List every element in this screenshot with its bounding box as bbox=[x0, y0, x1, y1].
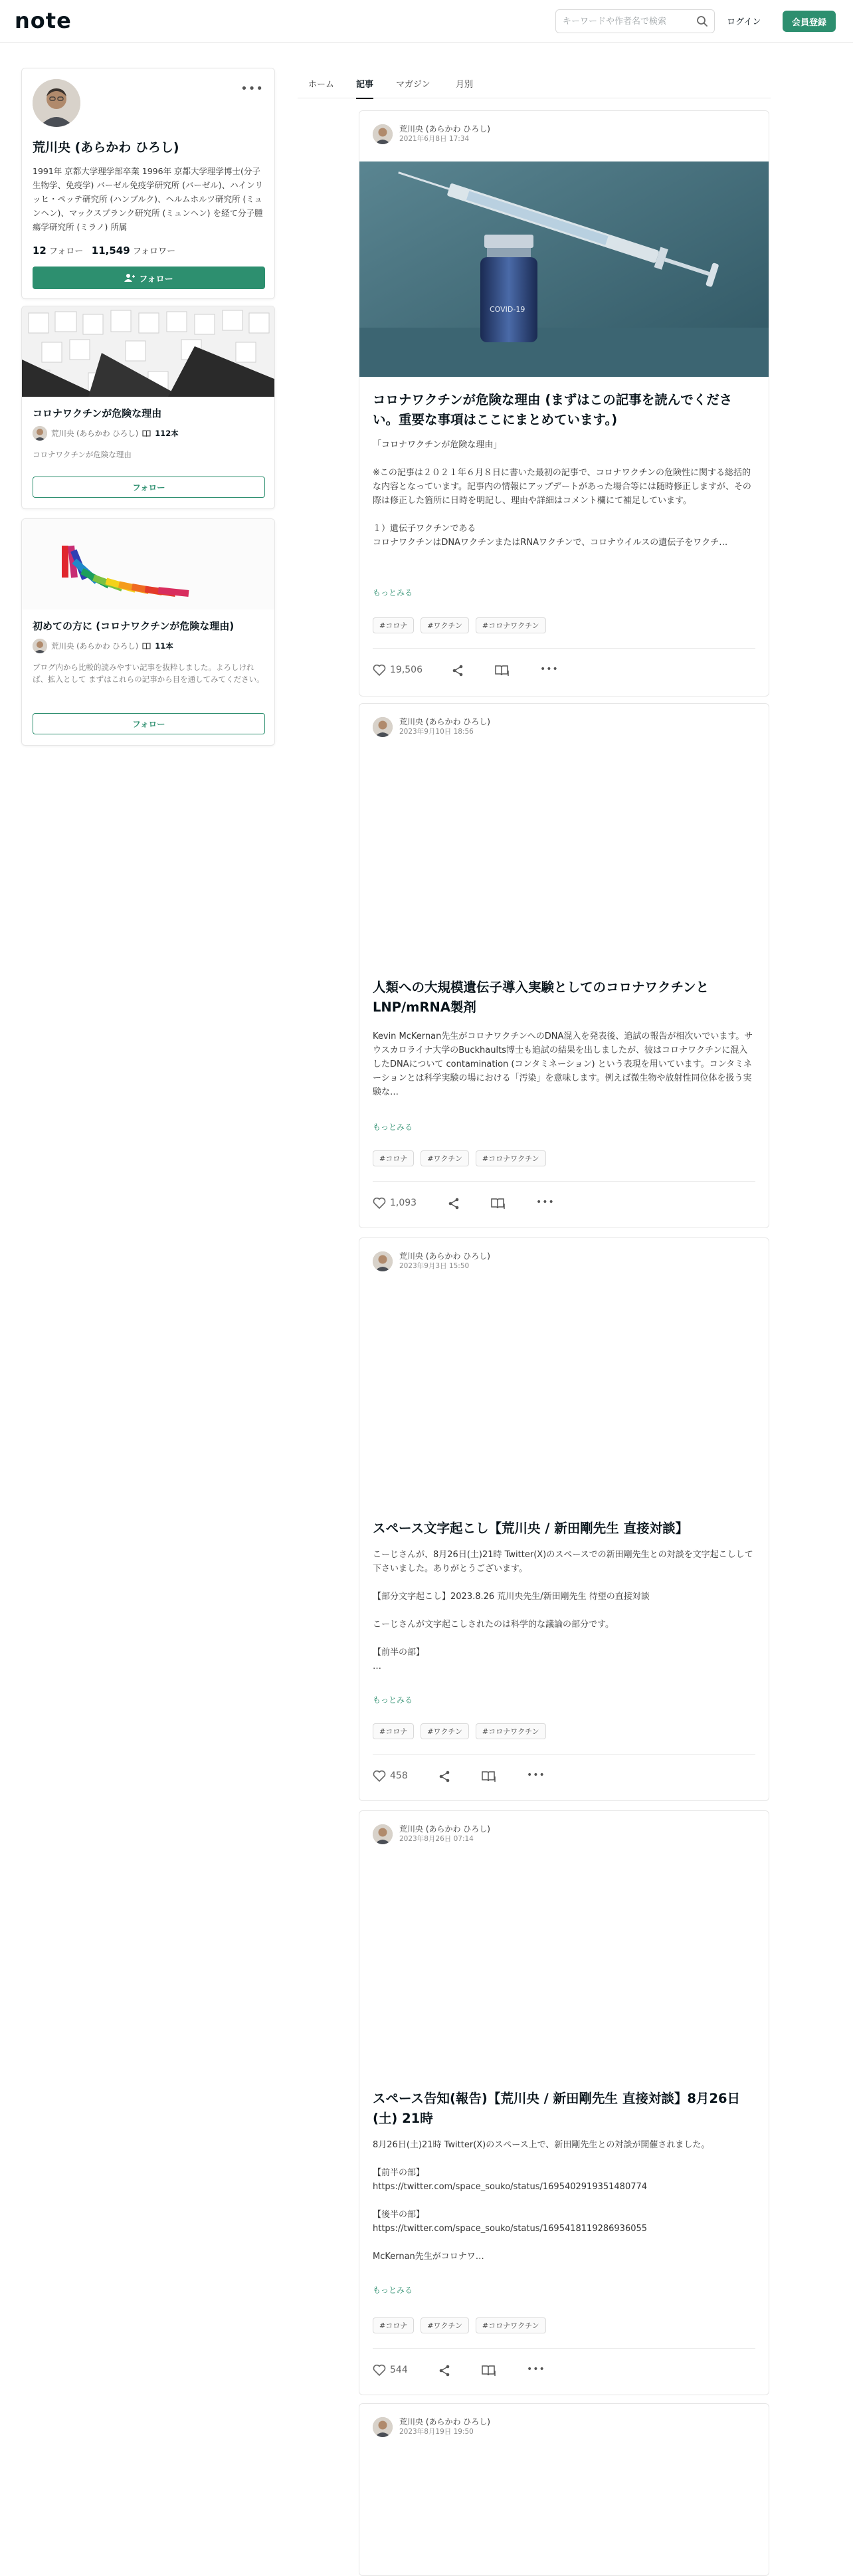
article-actions bbox=[373, 664, 572, 680]
follower-label[interactable]: フォロワー bbox=[132, 247, 176, 257]
magazine-author[interactable]: 荒川央 (あらかわ ひろし) bbox=[51, 641, 139, 651]
heart-icon bbox=[373, 664, 386, 676]
hashtag[interactable]: #コロナ bbox=[373, 2317, 414, 2333]
tab-home[interactable]: ホーム bbox=[308, 80, 335, 90]
tag-list bbox=[373, 617, 546, 633]
read-more-link[interactable]: もっとみる bbox=[373, 588, 413, 597]
article-author[interactable]: 荒川央 (あらかわ ひろし) bbox=[399, 1251, 490, 1261]
like-button[interactable] bbox=[373, 1770, 408, 1782]
profile-bio: 1991年 京都大学理学部卒業 1996年 京都大学理学博士(分子生物学、免疫学) バーゼル免疫学研究所 (バーゼル)、ハインリッヒ・ペッテ研究所 (ハンブルク)、ヘルムホルツ研究所 (ミュンヘン)、マックスプランク研究所 (ミュンヘン) を経て分子腫瘍学研究所 (ミラノ) 所属 bbox=[33, 166, 264, 232]
read-more-link[interactable]: もっとみる bbox=[373, 2286, 413, 2295]
share-icon[interactable] bbox=[438, 2364, 451, 2377]
avatar bbox=[33, 639, 47, 653]
heart-icon bbox=[373, 1197, 386, 1209]
tab-monthly[interactable]: 月別 bbox=[456, 80, 474, 90]
hashtag[interactable]: #ワクチン bbox=[421, 2317, 469, 2333]
article-title[interactable]: スペース文字起こし【荒川央 / 新田剛先生 直接対談】 bbox=[373, 1521, 689, 1536]
magazine-cover-image[interactable] bbox=[22, 306, 275, 397]
article-date: 2023年8月26日 07:14 bbox=[399, 1835, 474, 1843]
read-more-link[interactable]: もっとみる bbox=[373, 1695, 413, 1705]
tag-list bbox=[373, 1723, 546, 1739]
magazine-card[interactable] bbox=[21, 306, 275, 509]
article-header bbox=[373, 717, 490, 737]
divider bbox=[373, 648, 755, 649]
article-header bbox=[373, 2417, 490, 2437]
hashtag[interactable]: #ワクチン bbox=[421, 1150, 469, 1166]
article-header bbox=[373, 124, 490, 144]
tab-magazines[interactable]: マガジン bbox=[396, 80, 430, 90]
like-count[interactable]: 458 bbox=[390, 1771, 408, 1781]
article-date: 2021年6月8日 17:34 bbox=[399, 135, 470, 143]
profile-stats bbox=[33, 244, 175, 257]
avatar[interactable] bbox=[373, 2417, 393, 2437]
magazine-meta bbox=[33, 639, 173, 653]
like-count[interactable]: 1,093 bbox=[390, 1198, 417, 1208]
divider bbox=[373, 2348, 755, 2349]
read-more-link[interactable]: もっとみる bbox=[373, 1123, 413, 1132]
follow-button[interactable] bbox=[33, 267, 265, 289]
book-icon bbox=[142, 429, 151, 437]
follower-count[interactable]: 11,549 bbox=[91, 245, 130, 257]
hashtag[interactable]: #ワクチン bbox=[421, 617, 469, 633]
more-horizontal-icon[interactable]: ••• bbox=[527, 1770, 545, 1780]
follow-label[interactable]: フォロー bbox=[49, 247, 84, 257]
like-button[interactable] bbox=[373, 2364, 408, 2376]
hashtag[interactable]: #コロナ bbox=[373, 1723, 414, 1739]
like-count[interactable]: 544 bbox=[390, 2365, 408, 2375]
more-horizontal-icon[interactable]: ••• bbox=[527, 2364, 545, 2375]
magazine-article-count: 11本 bbox=[155, 641, 173, 651]
magazine-card[interactable] bbox=[21, 518, 275, 746]
heart-icon bbox=[373, 2364, 386, 2376]
magazine-follow-button[interactable]: フォロー bbox=[33, 713, 265, 734]
hashtag[interactable]: #コロナワクチン bbox=[476, 1723, 546, 1739]
avatar bbox=[33, 426, 47, 441]
profile-name: 荒川央 (あらかわ ひろし) bbox=[33, 140, 179, 155]
hashtag[interactable]: #コロナ bbox=[373, 617, 414, 633]
magazine-description: コロナワクチンが危険な理由 bbox=[33, 450, 132, 459]
add-to-magazine-icon[interactable] bbox=[495, 664, 510, 677]
magazine-follow-button[interactable]: フォロー bbox=[33, 477, 265, 498]
magazine-meta bbox=[33, 426, 179, 441]
more-options-icon[interactable]: ••• bbox=[240, 82, 264, 96]
person-add-icon bbox=[124, 273, 135, 282]
article-excerpt: 「コロナワクチンが危険な理由」 ※この記事は２０２１年６月８日に書いた最初の記事で、コロナワクチンの危険性に関する総括的な内容となっています。記事内の情報にアップデートがあった場合等には随時修正しますが、その際は修正した箇所に日時を明記し、理由や詳細はコメント欄にて補足しています。 １）遺伝子ワクチンである コロナワクチンはDNAワクチンまたはRNAワクチンで、コロナウイルスの遺伝子をワクチ… bbox=[373, 440, 751, 548]
hashtag[interactable]: #コロナワクチン bbox=[476, 617, 546, 633]
divider bbox=[373, 1754, 755, 1755]
article-actions bbox=[373, 1770, 572, 1786]
hashtag[interactable]: #ワクチン bbox=[421, 1723, 469, 1739]
article-title[interactable]: 人類への大規模遺伝子導入実験としてのコロナワクチンとLNP/mRNA製剤 bbox=[373, 980, 710, 1015]
magazine-title[interactable]: 初めての方に (コロナワクチンが危険な理由) bbox=[33, 620, 235, 632]
magazine-author[interactable]: 荒川央 (あらかわ ひろし) bbox=[51, 429, 139, 438]
search-box[interactable] bbox=[555, 9, 715, 33]
note-logo[interactable]: note bbox=[15, 8, 72, 33]
login-link[interactable]: ログイン bbox=[727, 17, 761, 27]
article-header bbox=[373, 1824, 490, 1844]
article-author[interactable]: 荒川央 (あらかわ ひろし) bbox=[399, 124, 490, 134]
search-input[interactable] bbox=[563, 11, 689, 32]
avatar[interactable] bbox=[373, 124, 393, 144]
article-card[interactable] bbox=[359, 703, 769, 1228]
article-title[interactable]: スペース告知(報告)【荒川央 / 新田剛先生 直接対談】8月26日(土) 21時 bbox=[373, 2091, 741, 2126]
like-button[interactable] bbox=[373, 664, 423, 676]
top-header bbox=[0, 0, 853, 43]
share-icon[interactable] bbox=[438, 1770, 451, 1783]
heart-icon bbox=[373, 1770, 386, 1782]
magazine-description: ブログ内から比較的読みやすい記事を抜粋しました。よろしければ、拡入として まずはこれらの記事から目を通してみてください。 bbox=[33, 663, 264, 684]
avatar[interactable] bbox=[33, 79, 80, 127]
share-icon[interactable] bbox=[451, 664, 464, 677]
svg-text:COVID-19: COVID-19 bbox=[490, 305, 525, 314]
hashtag[interactable]: #コロナ bbox=[373, 1150, 414, 1166]
article-excerpt: 8月26日(土)21時 Twitter(X)のスペース上で、新田剛先生との対談が開催されました。 【前半の部】 https://twitter.com/space_souko/status/1695402919351480774 【後半の部】 https://twitter.com/space_souko/status/1695418119286936055 McKernan先生がコロナワ… bbox=[373, 2140, 710, 2262]
article-author[interactable]: 荒川央 (あらかわ ひろし) bbox=[399, 717, 490, 726]
avatar[interactable] bbox=[373, 717, 393, 737]
divider bbox=[373, 1181, 755, 1182]
add-to-magazine-icon[interactable] bbox=[482, 1770, 496, 1783]
article-title[interactable]: コロナワクチンが危険な理由 (まずはこの記事を読んでください。重要な事項はここにまとめています。) bbox=[373, 392, 733, 427]
article-excerpt: こーじさんが、8月26日(土)21時 Twitter(X)のスペースでの新田剛先生との対談を文字起こしして下さいました。ありがとうございます。 【部分文字起こし】2023.8.26 荒川央先生/新田剛先生 待望の直接対談 こーじさんが文字起こしされたのは科学的な議論の部分です。 【前半の部】 … bbox=[373, 1550, 753, 1671]
like-count[interactable]: 19,506 bbox=[390, 665, 423, 675]
magazine-title[interactable]: コロナワクチンが危険な理由 bbox=[33, 407, 162, 419]
search-icon[interactable] bbox=[696, 15, 709, 28]
profile-tabs bbox=[298, 70, 771, 98]
article-actions bbox=[373, 1197, 572, 1213]
article-excerpt: Kevin McKernan先生がコロナワクチンへのDNA混入を発表後、追試の報告が相次いでいます。サウスカロライナ大学のBuckhaults博士も追試の結果を出しましたが、彼はコロナワクチンに混入したDNAについて contamination (コンタミネーション) という表現を用いています。コンタミネーションとは科学実験の場における「汚染」を意味します。例えば微生物や放射性同位体を扱う実験な… bbox=[373, 1031, 753, 1097]
add-to-magazine-icon[interactable] bbox=[482, 2364, 496, 2377]
tag-list bbox=[373, 1150, 546, 1166]
article-card[interactable] bbox=[359, 2403, 769, 2576]
article-date: 2023年9月3日 15:50 bbox=[399, 1262, 470, 1270]
hashtag[interactable]: #コロナワクチン bbox=[476, 2317, 546, 2333]
article-author[interactable]: 荒川央 (あらかわ ひろし) bbox=[399, 2417, 490, 2426]
follow-count[interactable]: 12 bbox=[33, 245, 47, 257]
magazine-cover-image[interactable] bbox=[22, 519, 275, 609]
article-date: 2023年9月10日 18:56 bbox=[399, 728, 474, 736]
avatar[interactable] bbox=[373, 1251, 393, 1271]
tag-list bbox=[373, 2317, 546, 2333]
article-header bbox=[373, 1251, 490, 1271]
article-card[interactable] bbox=[359, 110, 769, 697]
more-horizontal-icon[interactable]: ••• bbox=[540, 664, 559, 675]
hashtag[interactable]: #コロナワクチン bbox=[476, 1150, 546, 1166]
tab-articles[interactable]: 記事 bbox=[356, 77, 373, 99]
signup-button[interactable]: 会員登録 bbox=[783, 11, 836, 32]
share-icon[interactable] bbox=[447, 1197, 460, 1210]
like-button[interactable] bbox=[373, 1197, 417, 1209]
article-date: 2023年8月19日 19:50 bbox=[399, 2428, 474, 2436]
more-horizontal-icon[interactable]: ••• bbox=[536, 1197, 555, 1208]
book-icon bbox=[142, 642, 151, 650]
follow-button-label: フォロー bbox=[139, 274, 173, 284]
article-card[interactable] bbox=[359, 1237, 769, 1801]
article-card[interactable] bbox=[359, 1810, 769, 2395]
profile-card bbox=[21, 68, 275, 299]
article-author[interactable]: 荒川央 (あらかわ ひろし) bbox=[399, 1824, 490, 1834]
article-eyecatch-image[interactable] bbox=[359, 161, 769, 377]
magazine-article-count: 112本 bbox=[155, 429, 179, 438]
avatar[interactable] bbox=[373, 1824, 393, 1844]
article-actions bbox=[373, 2364, 572, 2380]
add-to-magazine-icon[interactable] bbox=[491, 1197, 506, 1210]
